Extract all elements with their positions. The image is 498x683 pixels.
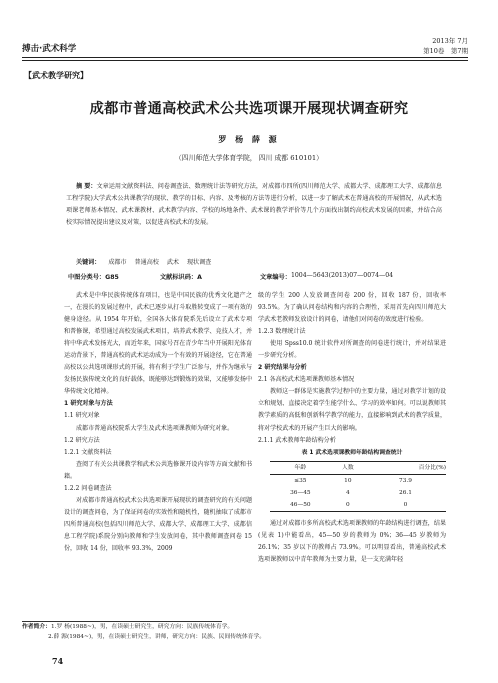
subsection-heading: 2.1.1 武术教师年龄结构分析 bbox=[258, 436, 336, 444]
paragraph: 教师这一群体是实施教学过程中的主要力量，通过对教学计划的设立和规划、直接决定着学生能学什么、学习的效率如何。可以说教师其教学素质的高低和创新科学教学的能力，直接影响到武术的教学质量，将对学校武术的开展产生巨大的影响。 bbox=[258, 388, 446, 432]
issue-date: 2013年 7月 bbox=[432, 37, 468, 45]
footnote-line: 2.薛 源(1984~)，男，在读硕士研究生，讲师，研究方向：民族、民间传统体育学。 bbox=[48, 634, 266, 640]
clc-code: 中图分类号：G85 bbox=[68, 274, 119, 281]
table-cell: 73.9 bbox=[399, 477, 412, 484]
table-cell: 0 bbox=[403, 501, 408, 508]
table-header-row bbox=[270, 461, 446, 474]
abstract-label: 摘 要： bbox=[76, 183, 97, 190]
keyword-item: 武术 bbox=[166, 259, 180, 266]
table-cell: 0 bbox=[345, 501, 350, 508]
table-cell: ≤35 bbox=[294, 477, 307, 484]
subsection-heading: 2.1 各高校武术选项课教师基本情况 bbox=[258, 376, 355, 384]
doc-code: 文献标识码：A bbox=[160, 274, 202, 281]
authors: 罗 杨 薛 源 bbox=[218, 134, 280, 144]
keyword-item: 成都市 bbox=[108, 259, 127, 266]
subsection-heading: 1.2.1 文献资料法 bbox=[64, 448, 112, 456]
header-rule-thick bbox=[22, 57, 468, 58]
abstract-text: 文章运用文献资料法、问卷调查法、数理统计法等研究方法，对成都市四所(四川师范大学、成都大学、成都理工大学、成都信息工程学院)大学武术公共课教学的现状、教学的目标、内容、及考核的方法等进行分析，以进一步了解武术在普通高校的开展情况，从武术选项课老师基本情况、武术课教材、武术教学内容、学校的场地条件、武术课的教学评价等几个方面找出制约高校武术发展的因素，并结合高校实际情况提出建议及对策，以促进高校武术的发展。 bbox=[66, 183, 442, 227]
paragraph: 使用 Spss10.0 统计软件对所调查的问卷进行统计，并对结果进一步研究分析。 bbox=[258, 340, 446, 360]
article-number: 文章编号： 1004—5643(2013)07—0074—04 bbox=[260, 272, 394, 281]
affiliation: （四川师范大学体育学院， 四川 成都 610101） bbox=[175, 154, 323, 162]
subsection-heading: 1.2.2 问卷调查法 bbox=[64, 484, 112, 492]
footnote-line: 作者简介：1.罗 杨(1988~)，男，在读硕士研究生，研究方向：民族传统体育学。 bbox=[22, 624, 234, 630]
abstract bbox=[66, 181, 442, 229]
journal-name: 搏击·武术科学 bbox=[22, 44, 77, 54]
table-header-cell: 人数 bbox=[342, 464, 354, 471]
paragraph: 查阅了有关公共课教学和武术公共选修课开设内容等方面文献和书籍。 bbox=[64, 460, 252, 480]
article-title: 成都市普通高校武术公共选项课开展现状调查研究 bbox=[89, 101, 409, 117]
section-heading: 2 研究结果与分析 bbox=[258, 364, 307, 372]
issue-info bbox=[423, 36, 468, 56]
table-header-cell: 百分比(%) bbox=[418, 464, 446, 471]
paragraph: 通过对成都市多所高校武术选项课教师的年龄结构进行调查，结果(见表 1)中能看出，45—50 岁的教师为 0%；36—45 岁教师为 26.1%；35 岁以下的教师占 73.9%。可以明显看出，普通高校武术选项课教师以中青年教师为主要力量，是一支充满年轻 bbox=[258, 519, 446, 563]
table-row bbox=[270, 474, 446, 487]
keywords bbox=[76, 257, 211, 266]
keyword-item: 现状调查 bbox=[186, 259, 212, 266]
table-row bbox=[270, 487, 446, 499]
table-cell: 10 bbox=[344, 477, 352, 484]
table-cell: 4 bbox=[345, 489, 350, 496]
author-footnote bbox=[22, 622, 468, 642]
subsection-heading: 1.2.3 数理统计法 bbox=[258, 328, 306, 336]
keyword-item: 普通高校 bbox=[134, 259, 159, 266]
table-cell: 36—45 bbox=[290, 489, 311, 496]
paragraph: 级的学生 200 人发放调查问卷 200 份，回收 187 份，回收率 93.5%。为了确认问卷结构和内容的合理性，采用首先向四川师范大学武术老教师发放设计的问卷，请他们对问卷的效度进行检验。 bbox=[258, 292, 446, 324]
issue-volume: 第10卷 第7期 bbox=[423, 47, 468, 55]
subsection-heading: 1.2 研究方法 bbox=[64, 436, 100, 444]
table-header-cell: 年龄 bbox=[294, 464, 307, 471]
table-row bbox=[270, 499, 446, 512]
table-cell: 46—50 bbox=[290, 501, 311, 508]
paragraph: 武术是中华民族传统体育项目，也是中国民族的优秀文化遗产之一，在漫长的发展过程中，武术已逐步从打斗取胜转变成了一项有效的健身途径。从 1954 年开始，全国各大体育院系先后设立了武术专项和普修课，希望通过高校发展武术项目，培养武术教学、竞技人才，并将中华武术发扬光大，而近年来，国家号召在青少年当中开展阳光体育运动背景下，普通高校的武术运动成为一个有效的开展途径，它在普通高校以公共选项课形式的开展，将有利于学生广泛参与，并作为继承与发扬民族传统文化的良好载体，既能够达到锻炼的效果，又能够发扬中华传统文化精神。 bbox=[64, 292, 252, 396]
age-structure-table bbox=[270, 461, 446, 512]
body-column-right bbox=[258, 290, 446, 566]
running-header bbox=[22, 36, 468, 66]
section-tag: 【武术教学研究】 bbox=[24, 71, 88, 80]
section-heading: 1 研究对象与方法 bbox=[64, 400, 113, 408]
paragraph: 成都市普通高校院系大学生及武术选项课教师为研究对象。 bbox=[76, 424, 234, 432]
page-number: 74 bbox=[52, 656, 64, 666]
table-cell: 26.1 bbox=[399, 489, 412, 496]
paragraph: 对成都市普通高校武术公共选项课开展现状的调查研究的有关问题设计的调查问卷，为了保证问卷的实效性和随机性，随机抽取了成都市四所普通高校(包括四川师范大学、成都大学、成都理工大学、成都信息工程学院)系院分别向教师和学生发放问卷，其中教师调查问卷 15 份，回收 14 份，回收率 93.3%，2009 bbox=[64, 496, 252, 552]
body-column-left bbox=[64, 290, 252, 555]
table-title: 表 1 武术选项课教师年龄结构调查统计 bbox=[301, 449, 403, 456]
header-rule-thin bbox=[22, 60, 468, 61]
keywords-label: 关键词： bbox=[76, 259, 101, 266]
subsection-heading: 1.1 研究对象 bbox=[64, 412, 100, 420]
